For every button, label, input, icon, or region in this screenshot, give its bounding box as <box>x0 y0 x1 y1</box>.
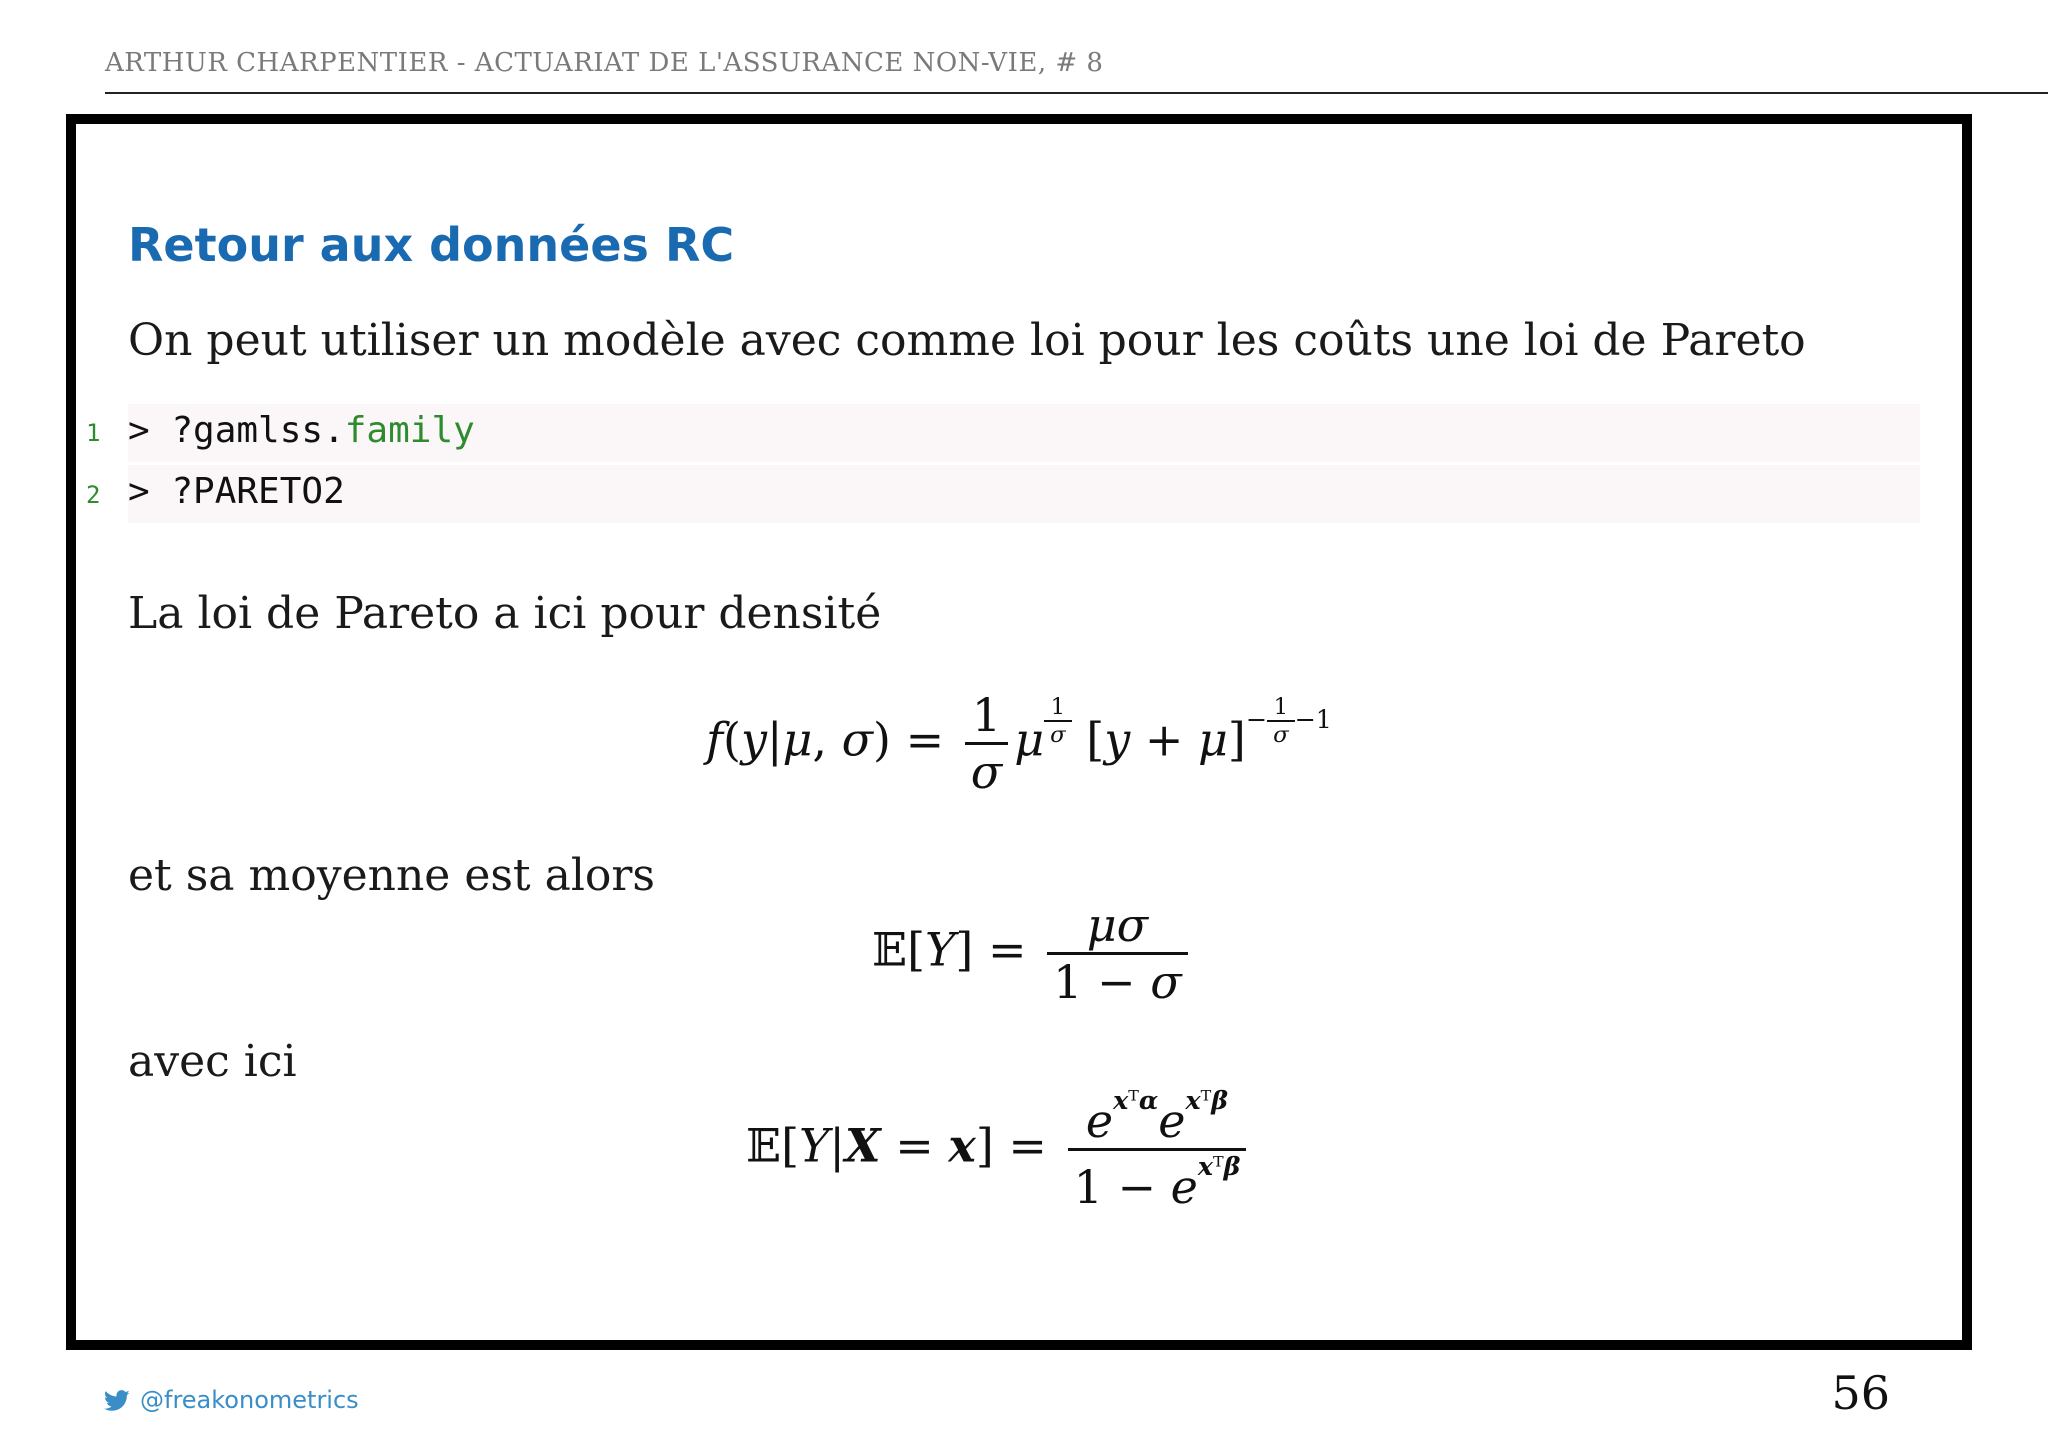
running-header: ARTHUR CHARPENTIER - ACTUARIAT DE L'ASSURANCE NON-VIE, # 8 <box>105 48 1104 78</box>
twitter-handle-link[interactable] <box>104 1386 359 1414</box>
mean-formula: 𝔼[Y] = $\frac{\mu\sigma}{1 - \sigma}$ <box>872 898 1194 1009</box>
twitter-handle: @freakonometrics <box>140 1386 359 1414</box>
mean-paragraph: et sa moyenne est alors <box>128 850 656 901</box>
density-paragraph: La loi de Pareto a ici pour densité <box>128 588 882 639</box>
code-line-number: 2 <box>86 481 101 509</box>
code-line-1 <box>128 410 475 451</box>
code-text: > ?gamlss. <box>128 410 345 451</box>
code-text: > ?PARETO2 <box>128 471 345 512</box>
page-number: 56 <box>1831 1366 1890 1420</box>
twitter-icon <box>104 1386 140 1414</box>
conditional-mean-formula: 𝔼[Y|X = x] = $\frac{e^{xᵀ\alpha}e^{xᵀ\beta}}{1 - e^{xᵀ\beta}}$ <box>746 1085 1252 1214</box>
intro-paragraph: On peut utiliser un modèle avec comme loi pour les coûts une loi de Pareto <box>128 315 1806 366</box>
code-keyword: family <box>344 410 475 451</box>
code-line-2 <box>128 471 345 512</box>
code-line-number: 1 <box>86 419 101 447</box>
slide-title: Retour aux données RC <box>128 218 735 272</box>
with-paragraph: avec ici <box>128 1036 297 1087</box>
code-line-2-bg <box>128 465 1920 523</box>
header-rule <box>105 92 2048 94</box>
density-formula: f(y|μ, σ) = $\frac{1}{\sigma}$ μ $^{\frac{1}{\sigma}}$ $[y + \mu]^{- \frac{1}{\sigma} -1}$ <box>706 688 1332 799</box>
